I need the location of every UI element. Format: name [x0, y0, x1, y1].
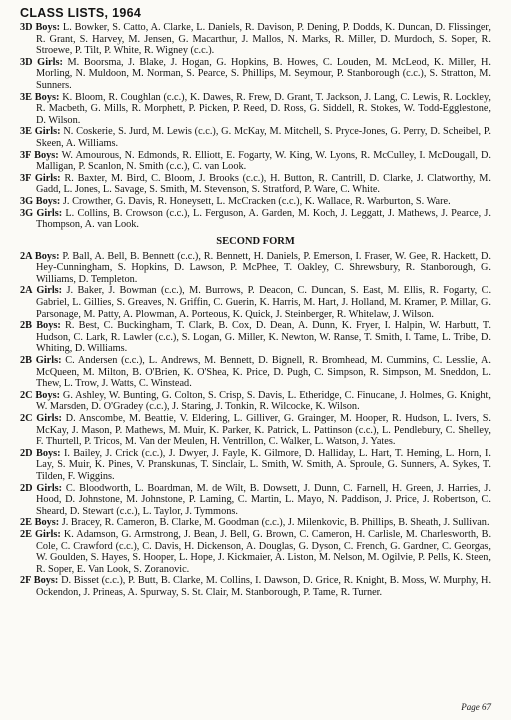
class-entry — [20, 150, 491, 173]
class-entry — [20, 196, 491, 208]
class-label: 2E Girls: — [20, 528, 61, 540]
class-entry — [20, 22, 491, 57]
class-members: I. Bailey, J. Crick (c.c.), J. Dwyer, J. Fayle, K. Gilmore, D. Halliday, L. Hart, T. Heming, L. Horn, I. Lay, S. Muir, K. Pines, V. Pranskunas, T. Sinclair, L. Smith, W. Smith, A. Sproule, G. Sunners, A. Sykes, T. Tilden, F. Wiggins. — [36, 447, 491, 482]
class-members: P. Ball, A. Bell, B. Bennett (c.c.), R. Bennett, H. Daniels, P. Emerson, I. Fraser, W. Gee, R. Hackett, D. Hey-Cunningham, S. Hopkins, D. Lawson, P. McPhee, T. Oakley, C. Shrewsbury, R. Stanborough, G. Williams, D. Templeton. — [36, 250, 491, 285]
class-entry — [20, 173, 491, 196]
class-label: 2D Girls: — [20, 482, 63, 494]
class-label: 3F Boys: — [20, 149, 59, 161]
class-label: 3D Girls: — [20, 56, 63, 68]
class-label: 3E Girls: — [20, 126, 61, 138]
class-members: R. Baxter, M. Bird, C. Bloom, J. Brooks (c.c.), H. Button, R. Cantrill, D. Clarke, J. Clatworthy, M. Gadd, L. Jones, L. Savage, S. Smith, M. Stevenson, S. Stratford, P. Ware, C. White. — [36, 172, 491, 196]
class-label: 2B Boys: — [20, 320, 61, 332]
class-label: 2A Boys: — [20, 250, 60, 262]
class-entry — [20, 390, 491, 413]
class-members: K. Bloom, R. Coughlan (c.c.), K. Dawes, R. Frew, D. Grant, T. Jackson, J. Lang, C. Lewis, R. Lockley, R. Macbeth, G. Mills, R. Morphett, P. Picken, P. Reed, D. Ross, G. Siddell, R. Stokes, W. Todd-Egglestone, D. Wilson. — [36, 91, 491, 126]
class-entry — [20, 285, 491, 320]
class-entry — [20, 320, 491, 355]
class-entry — [20, 126, 491, 149]
class-label: 3G Boys: — [20, 195, 61, 207]
class-members: G. Ashley, W. Bunting, G. Colton, S. Crisp, S. Davis, L. Etheridge, C. Finucane, J. Holmes, G. Knight, W. Marsden, D. O'Gradey (c.c.), J. Staring, J. Tonkin, R. Wilcocke, K. Wilson. — [36, 389, 491, 413]
page-number: Page 67 — [461, 702, 491, 712]
class-entry — [20, 517, 491, 529]
class-members: N. Coskerie, S. Jurd, M. Lewis (c.c.), G. McKay, M. Mitchell, S. Pryce-Jones, G. Perry, D. Scheibel, P. Skeen, A. Williams. — [36, 126, 492, 149]
class-label: 3E Boys: — [20, 91, 60, 103]
class-entry — [20, 575, 491, 598]
class-members: D. Anscombe, M. Beattie, V. Eldering, L. Gilliver, G. Grainger, M. Hooper, R. Hudson, L. Ivers, S. McKay, J. Mason, P. Mathews, M. Muir, K. Parker, K. Patrick, L. Pattinson (c.c.), L. Pendlebury, C. Shelley, F. Thurtell, P. Tricos, M. Van der Meulen, H. Ventrillon, C. Walker, L. Watson, J. Yates. — [36, 413, 492, 448]
class-entry — [20, 57, 491, 92]
class-members: C. Bloodworth, L. Boardman, M. de Wilt, B. Dowsett, J. Dunn, C. Farnell, H. Green, J. Harries, J. Hood, D. Johnstone, M. Johnstone, P. Laming, C. Martin, L. Mayo, N. Paddison, J. Price, J. Robertson, C. Sheard, D. Stewart (c.c.), L. Taylor, J. Tymmons. — [36, 482, 491, 517]
section-heading: SECOND FORM — [216, 235, 295, 247]
class-members: R. Best, C. Buckingham, T. Clark, B. Cox, D. Dean, A. Dunn, K. Fryer, I. Halpin, W. Harbutt, T. Hudson, C. Lark, R. Lawler (c.c.), S. Logan, G. Miller, K. Newton, W. Ranse, T. Smith, I. Tame, L. Tribe, D. Whiting, D. Williams. — [36, 320, 491, 355]
class-entry — [20, 483, 491, 518]
class-members: J. Crowther, G. Davis, R. Honeysett, L. McCracken (c.c.), K. Wallace, R. Warburton, S. Ware. — [62, 195, 451, 207]
class-entry — [20, 208, 491, 231]
class-members: W. Amourous, N. Edmonds, R. Elliott, E. Fogarty, W. King, W. Lyons, R. McCulley, I. McDougall, D. Malligan, P. Scanlon, N. Smith (c.c.), C. van Look. — [36, 149, 491, 173]
class-entry — [20, 92, 491, 127]
class-members: M. Boorsma, J. Blake, J. Hogan, G. Hopkins, B. Howes, C. Louden, M. McLeod, K. Miller, H. Morling, N. Muldoon, M. Norman, S. Pearce, S. Phillips, M. Seymour, P. Stanborough (c.c.), S. Stratton, M. Sunners. — [36, 56, 491, 91]
class-members: J. Bracey, R. Cameron, B. Clarke, M. Goodman (c.c.), J. Milenkovic, B. Phillips, B. Sheath, J. Sullivan. — [61, 517, 490, 529]
class-label: 3G Girls: — [20, 207, 63, 219]
class-label: 2F Boys: — [20, 575, 59, 587]
class-members: L. Collins, B. Crowson (c.c.), L. Ferguson, A. Garden, M. Koch, J. Leggatt, J. Mathews, J. Pearce, J. Thompson, A. van Look. — [36, 207, 491, 231]
class-entry — [20, 413, 491, 448]
class-label: 2C Boys: — [20, 389, 61, 401]
class-label: 2C Girls: — [20, 413, 62, 424]
class-members: L. Bowker, S. Catto, A. Clarke, L. Daniels, R. Davison, P. Dening, P. Dodds, K. Duncan, D. Flissinger, R. Grant, S. Harvey, M. Jensen, G. Macarthur, J. Mallos, N. Marks, R. Miller, D. Murdoch, S. Soper, R. Stroewe, P. Tilt, P. White, R. Wigney (c.c.). — [36, 22, 492, 57]
class-label: 2A Girls: — [20, 285, 63, 297]
class-entry — [20, 251, 491, 286]
class-label: 2E Boys: — [20, 517, 60, 529]
class-members: J. Baker, J. Bowman (c.c.), M. Burrows, P. Deacon, C. Duncan, S. East, M. Ellis, R. Fogarty, C. Gabriel, L. Gillies, S. Greaves, N. Griffin, C. Guerin, K. Harris, M. Hart, J. Holland, M. Kramer, P. Millar, G. Parsonage, M. Patty, A. Plowman, A. Porteous, K. Quick, J. Steinberger, R. Whitelaw, J. Wilson. — [36, 285, 492, 320]
class-members: C. Andersen (c.c.), L. Andrews, M. Bennett, D. Bignell, R. Bromhead, M. Cummins, C. Lesslie, A. McQueen, M. Milton, B. O'Brien, K. O'Shea, K. Price, D. Pugh, C. Simpson, R. Simpson, M. Sneddon, L. Thew, L. Trow, J. Watts, C. Winstead. — [36, 355, 491, 390]
class-members: D. Bisset (c.c.), P. Butt, B. Clarke, M. Collins, I. Dawson, D. Grice, R. Knight, B. Moss, W. Murphy, H. Ockendon, J. Prineas, A. Spurway, S. St. Clair, M. Stanborough, P. Tame, R. Turner. — [36, 575, 492, 598]
class-entry — [20, 355, 491, 390]
page-title: CLASS LISTS, 1964 — [20, 6, 142, 20]
class-label: 3D Boys: — [20, 22, 61, 33]
third-form-list — [20, 22, 491, 231]
class-label: 3F Girls: — [20, 172, 61, 184]
class-entry — [20, 529, 491, 575]
class-label: 2D Boys: — [20, 447, 61, 459]
second-form-list — [20, 251, 491, 599]
class-members: K. Adamson, G. Armstrong, J. Bean, J. Bell, G. Brown, C. Cameron, H. Carlisle, M. Charlesworth, B. Cole, C. Crawford (c.c.), C. Davis, H. Dickenson, A. Douglas, G. Dyson, C. French, G. Gardner, C. Georgas, W. Goulden, S. Hayes, S. Hooper, L. Hope, J. Kickmaier, A. Liston, M. Nelson, M. Ogilvie, P. Pells, K. Steen, R. Soper, E. Van Look, S. Zoranovic. — [36, 528, 492, 575]
class-entry — [20, 448, 491, 483]
class-label: 2B Girls: — [20, 355, 62, 367]
